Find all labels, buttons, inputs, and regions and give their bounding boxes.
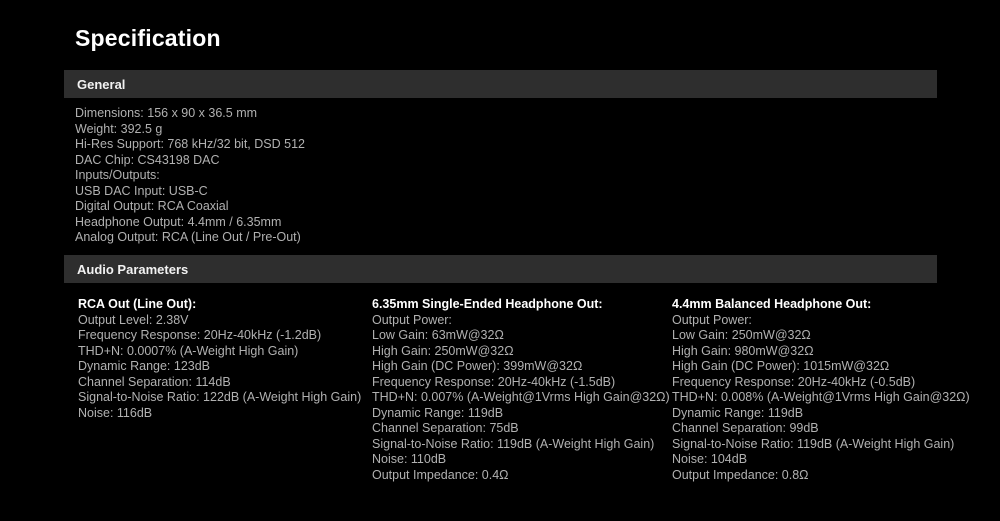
column-title-44mm-balanced: 4.4mm Balanced Headphone Out:	[672, 297, 872, 311]
section-header-audio-parameters-label: Audio Parameters	[77, 261, 189, 277]
general-spec-line-weight: Weight: 392.5 g	[75, 121, 163, 136]
spec-line-frequency-response: Frequency Response: 20Hz-40kHz (-0.5dB)	[672, 374, 916, 389]
section-header-general-label: General	[77, 76, 126, 92]
spec-line-output-impedance: Output Impedance: 0.4Ω	[372, 467, 509, 482]
general-spec-line-analog-output: Analog Output: RCA (Line Out / Pre-Out)	[75, 230, 301, 244]
spec-line-frequency-response: Frequency Response: 20Hz-40kHz (-1.5dB)	[372, 374, 616, 389]
spec-line-thd-n: THD+N: 0.0007% (A-Weight High Gain)	[78, 343, 299, 358]
audio-column-rca-line-out	[78, 297, 361, 421]
spec-line-low-gain: Low Gain: 63mW@32Ω	[372, 328, 504, 342]
spec-line-signal-to-noise: Signal-to-Noise Ratio: 122dB (A-Weight High Gain)	[78, 390, 362, 404]
spec-line-dynamic-range: Dynamic Range: 119dB	[672, 405, 804, 420]
spec-line-low-gain: Low Gain: 250mW@32Ω	[672, 328, 811, 342]
section-header-audio-parameters	[64, 255, 937, 283]
spec-line-channel-separation: Channel Separation: 114dB	[78, 374, 231, 389]
spec-line-frequency-response: Frequency Response: 20Hz-40kHz (-1.2dB)	[78, 328, 322, 342]
general-spec-line-hires: Hi-Res Support: 768 kHz/32 bit, DSD 512	[75, 137, 305, 151]
spec-line-channel-separation: Channel Separation: 99dB	[672, 421, 819, 435]
general-spec-line-digital-output: Digital Output: RCA Coaxial	[75, 199, 229, 213]
spec-line-dynamic-range: Dynamic Range: 119dB	[372, 405, 504, 420]
audio-column-44mm-balanced	[672, 297, 970, 483]
spec-line-output-level: Output Level: 2.38V	[78, 312, 189, 327]
general-spec-line-headphone-output: Headphone Output: 4.4mm / 6.35mm	[75, 214, 282, 229]
audio-column-635mm-single-ended	[372, 297, 670, 483]
spec-line-high-gain-dc-power: High Gain (DC Power): 399mW@32Ω	[372, 359, 583, 373]
spec-line-high-gain: High Gain: 980mW@32Ω	[672, 343, 814, 358]
spec-line-thd-n: THD+N: 0.008% (A-Weight@1Vrms High Gain@32Ω)	[672, 390, 970, 404]
spec-line-output-power: Output Power:	[672, 312, 752, 327]
spec-line-noise: Noise: 116dB	[78, 405, 153, 420]
general-spec-list	[75, 106, 305, 246]
spec-line-output-impedance: Output Impedance: 0.8Ω	[672, 467, 809, 482]
general-spec-line-usb-dac-input: USB DAC Input: USB-C	[75, 183, 208, 198]
spec-line-thd-n: THD+N: 0.007% (A-Weight@1Vrms High Gain@32Ω)	[372, 390, 670, 404]
general-spec-line-inputs-outputs: Inputs/Outputs:	[75, 168, 160, 182]
page-title: Specification	[75, 25, 221, 51]
general-spec-line-dimensions: Dimensions: 156 x 90 x 36.5 mm	[75, 106, 258, 120]
spec-line-high-gain-dc-power: High Gain (DC Power): 1015mW@32Ω	[672, 359, 890, 373]
spec-line-noise: Noise: 104dB	[672, 452, 748, 466]
spec-line-signal-to-noise: Signal-to-Noise Ratio: 119dB (A-Weight High Gain)	[372, 436, 655, 451]
column-title-635mm-single-ended: 6.35mm Single-Ended Headphone Out:	[372, 297, 603, 311]
spec-line-channel-separation: Channel Separation: 75dB	[372, 421, 519, 435]
general-spec-line-dac-chip: DAC Chip: CS43198 DAC	[75, 152, 220, 167]
spec-line-output-power: Output Power:	[372, 312, 452, 327]
section-header-general	[64, 70, 937, 98]
spec-line-high-gain: High Gain: 250mW@32Ω	[372, 343, 514, 358]
column-title-rca-line-out: RCA Out (Line Out):	[78, 297, 197, 311]
spec-line-dynamic-range: Dynamic Range: 123dB	[78, 359, 211, 373]
spec-line-signal-to-noise: Signal-to-Noise Ratio: 119dB (A-Weight High Gain)	[672, 436, 955, 451]
spec-line-noise: Noise: 110dB	[372, 452, 447, 466]
